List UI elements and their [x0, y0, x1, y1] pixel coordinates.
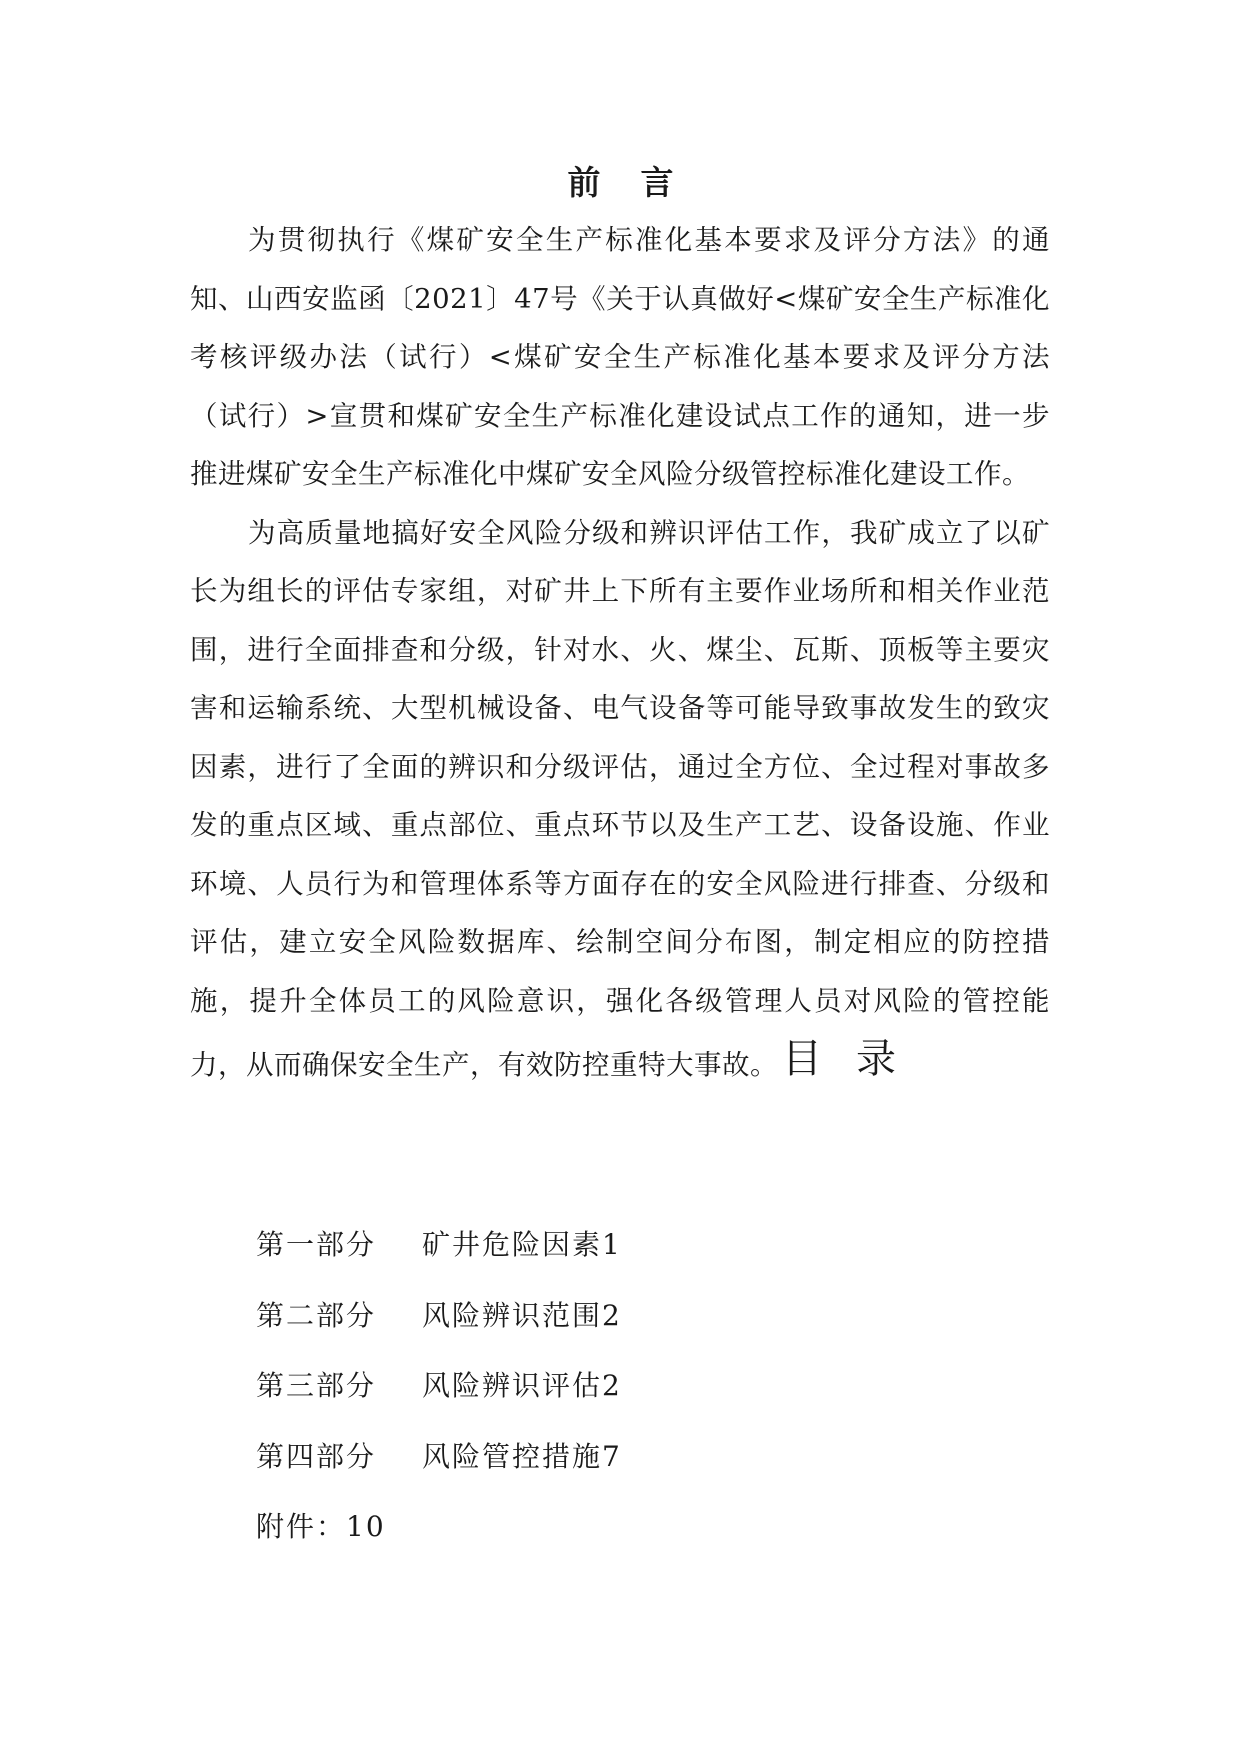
toc-item-page: 2	[602, 1369, 622, 1402]
toc-appendix-page: 10	[346, 1510, 386, 1543]
toc-item-name: 风险管控措施	[422, 1439, 603, 1473]
toc-item-page: 1	[602, 1228, 622, 1261]
preface-paragraph-2	[190, 504, 1050, 1095]
table-of-contents	[256, 1210, 956, 1563]
toc-appendix-label: 附件：	[256, 1510, 347, 1543]
preface-title: 前言	[567, 163, 714, 202]
toc-item-name: 风险辨识范围	[422, 1298, 603, 1332]
toc-item-name: 矿井危险因素	[422, 1228, 603, 1261]
toc-item-part: 第三部分	[256, 1369, 377, 1402]
toc-item[interactable]	[256, 1281, 956, 1352]
toc-item-part: 第二部分	[256, 1298, 377, 1332]
toc-item-page: 2	[602, 1298, 622, 1332]
preface-body	[190, 211, 1050, 1095]
toc-appendix[interactable]	[256, 1492, 956, 1563]
toc-item[interactable]	[256, 1351, 956, 1422]
preface-paragraph-1: 为贯彻执行《煤矿安全生产标准化基本要求及评分方法》的通知、山西安监函〔2021〕47号《关于认真做好<煤矿安全生产标准化考核评级办法（试行）<煤矿安全生产标准化基本要求及评分方法（试行）>宣贯和煤矿安全生产标准化建设试点工作的通知，进一步推进煤矿安全生产标准化中煤矿安全风险分级管控标准化建设工作。	[190, 224, 1050, 490]
toc-item-page: 7	[602, 1439, 622, 1473]
toc-item-part: 第一部分	[256, 1228, 377, 1261]
toc-item-name: 风险辨识评估	[422, 1369, 603, 1402]
toc-title: 目录	[782, 1036, 930, 1082]
toc-item[interactable]	[256, 1422, 956, 1493]
preface-paragraph-2-text: 为高质量地搞好安全风险分级和辨识评估工作，我矿成立了以矿长为组长的评估专家组，对矿井上下所有主要作业场所和相关作业范围，进行全面排查和分级，针对水、火、煤尘、瓦斯、顶板等主要灾害和运输系统、大型机械设备、电气设备等可能导致事故发生的致灾因素，进行了全面的辨识和分级评估，通过全方位、全过程对事故多发的重点区域、重点部位、重点环节以及生产工艺、设备设施、作业环境、人员行为和管理体系等方面存在的安全风险进行排查、分级和评估，建立安全风险数据库、绘制空间分布图，制定相应的防控措施，提升全体员工的风险意识，强化各级管理人员对风险的管控能力，从而确保安全生产，有效防控重特大事故。	[190, 516, 1050, 1081]
toc-item[interactable]	[256, 1210, 956, 1281]
toc-item-part: 第四部分	[256, 1439, 377, 1473]
